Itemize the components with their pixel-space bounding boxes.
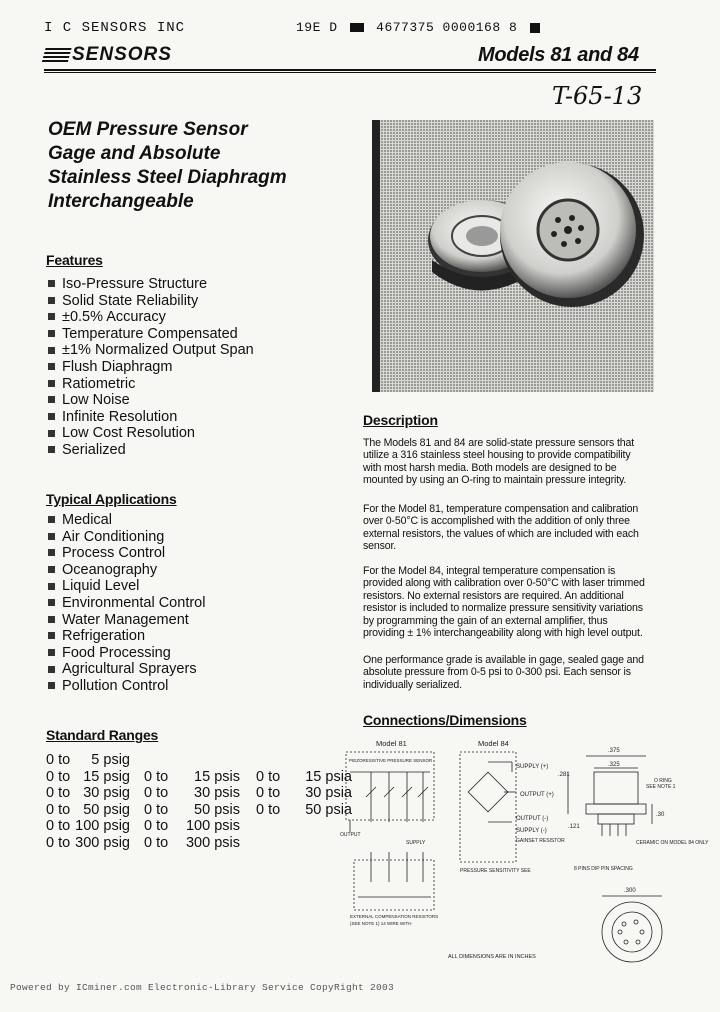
- range-cell: 0 to: [46, 785, 71, 802]
- list-item: Iso-Pressure Structure: [46, 276, 254, 293]
- range-cell: 30 psig: [83, 785, 130, 802]
- list-item: ±0.5% Accuracy: [46, 309, 254, 326]
- ext-res-label: EXTERNAL COMPENSATION RESISTORS: [350, 914, 439, 919]
- company-name: I C SENSORS INC: [44, 20, 186, 36]
- range-cell: 100 psig: [75, 818, 130, 835]
- footer-credit: Powered by ICminer.com Electronic-Library Service CopyRight 2003: [10, 982, 395, 993]
- list-item: Solid State Reliability: [46, 293, 254, 310]
- range-cell: 50 psia: [305, 801, 352, 818]
- list-item: Low Noise: [46, 392, 254, 409]
- range-cell: 300 psis: [185, 834, 240, 851]
- product-photo: [372, 120, 654, 392]
- bullet-icon: [48, 347, 55, 354]
- range-cell: 0 to: [46, 752, 71, 768]
- models-title: Models 81 and 84: [478, 44, 639, 66]
- code-prefix: 19E D: [296, 20, 338, 35]
- list-item: Ratiometric: [46, 376, 254, 393]
- code-number: 4677375 0000168 8: [376, 20, 518, 35]
- sensor-side-ceramic: [598, 814, 634, 824]
- dim-label: .30: [656, 812, 665, 818]
- list-item: Agricultural Sprayers: [46, 661, 205, 678]
- list-item: Low Cost Resolution: [46, 425, 254, 442]
- bullet-icon: [48, 330, 55, 337]
- range-cell: 0 to: [144, 801, 169, 818]
- range-cell: 0 to: [46, 818, 71, 835]
- range-cell: 50 psig: [83, 801, 130, 818]
- pins-label: 8 PINS DIP PIN SPACING: [574, 866, 633, 872]
- gainset-label: GAINSET RESISTOR: [516, 838, 565, 844]
- range-cell: 0 to: [46, 834, 71, 851]
- list-item: Infinite Resolution: [46, 409, 254, 426]
- bullet-icon: [48, 297, 55, 304]
- bullet-icon: [48, 313, 55, 320]
- description-heading: Description: [363, 412, 438, 428]
- list-item: Food Processing: [46, 645, 205, 662]
- output-plus-label: OUTPUT (+): [520, 792, 554, 798]
- title-line: Interchangeable: [48, 191, 194, 212]
- code-end-mark: [530, 23, 540, 33]
- range-cell: 50 psis: [194, 801, 240, 818]
- sensor-bottom-outer: [602, 902, 662, 962]
- bullet-icon: [48, 430, 55, 437]
- bullet-icon: [48, 396, 55, 403]
- header-rule: [44, 69, 656, 71]
- list-item: Refrigeration: [46, 628, 205, 645]
- logo-stripe-mark: [42, 46, 72, 62]
- list-item: Medical: [46, 512, 205, 529]
- list-item: Flush Diaphragm: [46, 359, 254, 376]
- dimensions-footnote: ALL DIMENSIONS ARE IN INCHES: [448, 954, 536, 960]
- photo-edge-left: [372, 120, 380, 392]
- list-item: Environmental Control: [46, 595, 205, 612]
- bullet-icon: [48, 649, 55, 656]
- ext-res-label-2: (SEE NOTE 1) 14 WIRE WITH: [350, 921, 412, 926]
- title-line: Gage and Absolute: [48, 143, 221, 164]
- bullet-icon: [48, 380, 55, 387]
- header-rule-thin: [44, 72, 656, 73]
- logo-text: SENSORS: [72, 44, 172, 65]
- supply-minus-label: SUPPLY (-): [516, 828, 547, 834]
- range-cell: 5 psig: [91, 752, 130, 768]
- supply-plus-label: SUPPLY (+): [516, 764, 549, 770]
- description-paragraph: The Models 81 and 84 are solid-state pressure sensors that utilize a 316 stainless steel housing to provide compatibility with most harsh media. Both models are designed to be mounted by using an O-ring to maintain pressure integrity.: [363, 437, 635, 487]
- sensor-side-flange: [586, 804, 646, 814]
- product-title: [48, 118, 287, 214]
- oring-label: O RING: [654, 778, 672, 784]
- description-paragraph: For the Model 84, integral temperature compensation is provided along with calibration over 0-50°C with laser trimmed resistors. No external resistors are required. An additional resistor is included to normalize pressure sensitivity variations by programming the gain of an external amplifier, thus providing ± 1% interchangeability along with high level output.: [363, 565, 645, 640]
- model84-box: [460, 752, 516, 862]
- range-cell: 0 to: [144, 818, 169, 835]
- pressure-label: PRESSURE SENSITIVITY SEE: [460, 868, 531, 874]
- connections-diagram: [336, 732, 709, 964]
- list-item: Oceanography: [46, 562, 205, 579]
- model84-label: Model 84: [478, 739, 509, 748]
- output-label: OUTPUT: [340, 832, 361, 838]
- range-cell: 0 to: [144, 785, 169, 802]
- connections-heading: Connections/Dimensions: [363, 712, 527, 728]
- bullet-icon: [48, 666, 55, 673]
- range-cell: 0 to: [256, 768, 281, 785]
- bullet-icon: [48, 632, 55, 639]
- range-cell: 0 to: [144, 768, 169, 785]
- model81-label: Model 81: [376, 739, 407, 748]
- dim-label: .325: [608, 762, 620, 768]
- supply-label: SUPPLY: [406, 840, 426, 846]
- range-cell: 300 psig: [75, 834, 130, 851]
- list-item: Water Management: [46, 612, 205, 629]
- bullet-icon: [48, 682, 55, 689]
- box-label: PIEZORESISTIVE PRESSURE SENSOR: [349, 758, 433, 763]
- description-paragraph: For the Model 81, temperature compensation and calibration over 0-50°C is accomplished with the addition of only three external resistors, the values of which are included with each sensor.: [363, 503, 639, 553]
- applications-heading: Typical Applications: [46, 491, 177, 507]
- range-cell: 30 psis: [194, 785, 240, 802]
- description-paragraph: One performance grade is available in gage, sealed gage and absolute pressure from 0-5 psi to 0-300 psi. Each sensor is individually serialized.: [363, 654, 644, 691]
- sensor-side-body: [594, 772, 638, 804]
- range-cell: 15 psis: [194, 768, 240, 785]
- range-cell: 0 to: [46, 768, 71, 785]
- ranges-heading: Standard Ranges: [46, 727, 159, 743]
- features-heading: Features: [46, 252, 103, 268]
- output-minus-label: OUTPUT (-): [516, 816, 549, 822]
- handwritten-note: T-65-13: [552, 82, 643, 110]
- bullet-icon: [48, 583, 55, 590]
- dim-label: .281: [558, 772, 570, 778]
- bullet-icon: [48, 566, 55, 573]
- list-item: Process Control: [46, 545, 205, 562]
- range-cell: 100 psis: [185, 818, 240, 835]
- bullet-icon: [48, 516, 55, 523]
- range-cell: 0 to: [256, 801, 281, 818]
- bullet-icon: [48, 363, 55, 370]
- range-cell: 0 to: [256, 785, 281, 802]
- bridge-symbol: [468, 772, 508, 812]
- list-item: Temperature Compensated: [46, 326, 254, 343]
- title-line: OEM Pressure Sensor: [48, 119, 248, 140]
- ceramic-label: CERAMIC ON MODEL 84 ONLY: [636, 840, 709, 846]
- sensor-large-image: [500, 162, 644, 307]
- external-resistors-box: [354, 860, 434, 910]
- list-item: Serialized: [46, 442, 254, 459]
- list-item: ±1% Normalized Output Span: [46, 342, 254, 359]
- bullet-icon: [48, 616, 55, 623]
- company-logo: [44, 44, 172, 66]
- range-cell: 15 psia: [305, 768, 352, 785]
- applications-list: [46, 512, 205, 695]
- title-line: Stainless Steel Diaphragm: [48, 167, 287, 188]
- dim-label: .300: [624, 888, 636, 894]
- code-block-mark: [350, 23, 364, 32]
- bullet-icon: [48, 280, 55, 287]
- bullet-icon: [48, 533, 55, 540]
- list-item: Pollution Control: [46, 678, 205, 695]
- range-cell: 15 psig: [83, 768, 130, 785]
- range-cell: 0 to: [144, 834, 169, 851]
- bullet-icon: [48, 549, 55, 556]
- document-code: [296, 20, 544, 35]
- dim-label: .121: [568, 824, 580, 830]
- features-list: [46, 276, 254, 459]
- bullet-icon: [48, 413, 55, 420]
- see-note-label: SEE NOTE 1: [646, 784, 676, 790]
- range-cell: 0 to: [46, 801, 71, 818]
- list-item: Liquid Level: [46, 578, 205, 595]
- bullet-icon: [48, 599, 55, 606]
- range-cell: 30 psia: [305, 785, 352, 802]
- dim-label: .375: [608, 748, 620, 754]
- list-item: Air Conditioning: [46, 529, 205, 546]
- bullet-icon: [48, 446, 55, 453]
